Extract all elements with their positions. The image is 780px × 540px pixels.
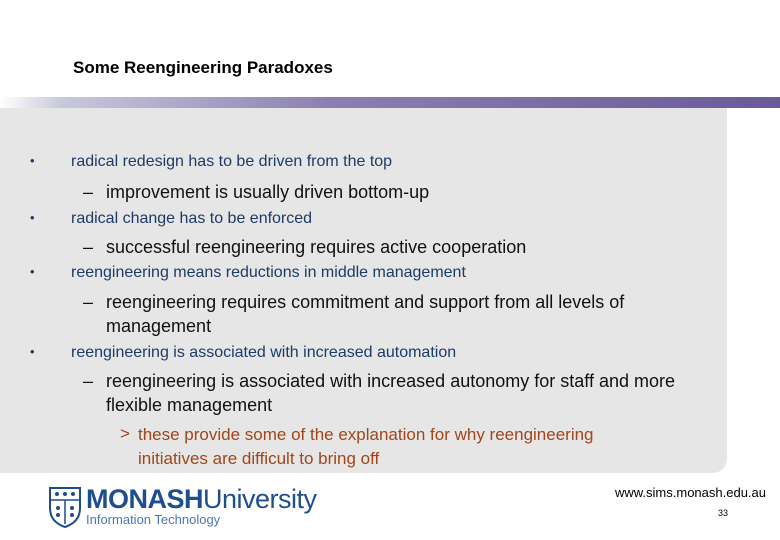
bullet-text: reengineering is associated with increased automation — [71, 344, 457, 361]
third-level-text: these provide some of the explanation for why reengineering — [138, 425, 594, 444]
sub-bullet-text: reengineering is associated with increased autonomy for staff and more — [106, 371, 675, 391]
dash-icon: – — [83, 371, 94, 391]
page-number: 33 — [717, 508, 728, 518]
monash-logo — [48, 486, 348, 530]
dash-icon: – — [83, 292, 94, 312]
third-level-text: initiatives are difficult to bring off — [138, 449, 380, 468]
bullet-text: reengineering means reductions in middle management — [71, 264, 466, 281]
logo-university: University — [203, 484, 317, 514]
bullet-text: radical change has to be enforced — [71, 210, 313, 227]
bullet-icon: • — [30, 210, 35, 225]
logo-monash: MONASH — [86, 484, 203, 514]
bullet-icon: • — [30, 344, 35, 359]
sub-bullet-text: successful reengineering requires active cooperation — [106, 237, 527, 257]
bullet-icon: • — [30, 153, 35, 168]
sub-bullet-text: management — [106, 316, 212, 336]
header-band — [0, 97, 780, 108]
crest-icon — [48, 486, 82, 528]
arrow-icon: > — [120, 424, 130, 443]
footer-url: www.sims.monash.edu.au — [614, 485, 766, 500]
sub-bullet-text: improvement is usually driven bottom-up — [106, 182, 430, 202]
sub-bullet-text: reengineering requires commitment and support from all levels of — [106, 292, 625, 312]
slide-title: Some Reengineering Paradoxes — [73, 58, 333, 77]
logo-faculty: Information Technology — [86, 512, 221, 527]
dash-icon: – — [83, 182, 94, 202]
dash-icon: – — [83, 237, 94, 257]
bullet-icon: • — [30, 264, 35, 279]
bullet-text: radical redesign has to be driven from the top — [71, 153, 393, 170]
sub-bullet-text: flexible management — [106, 395, 273, 415]
